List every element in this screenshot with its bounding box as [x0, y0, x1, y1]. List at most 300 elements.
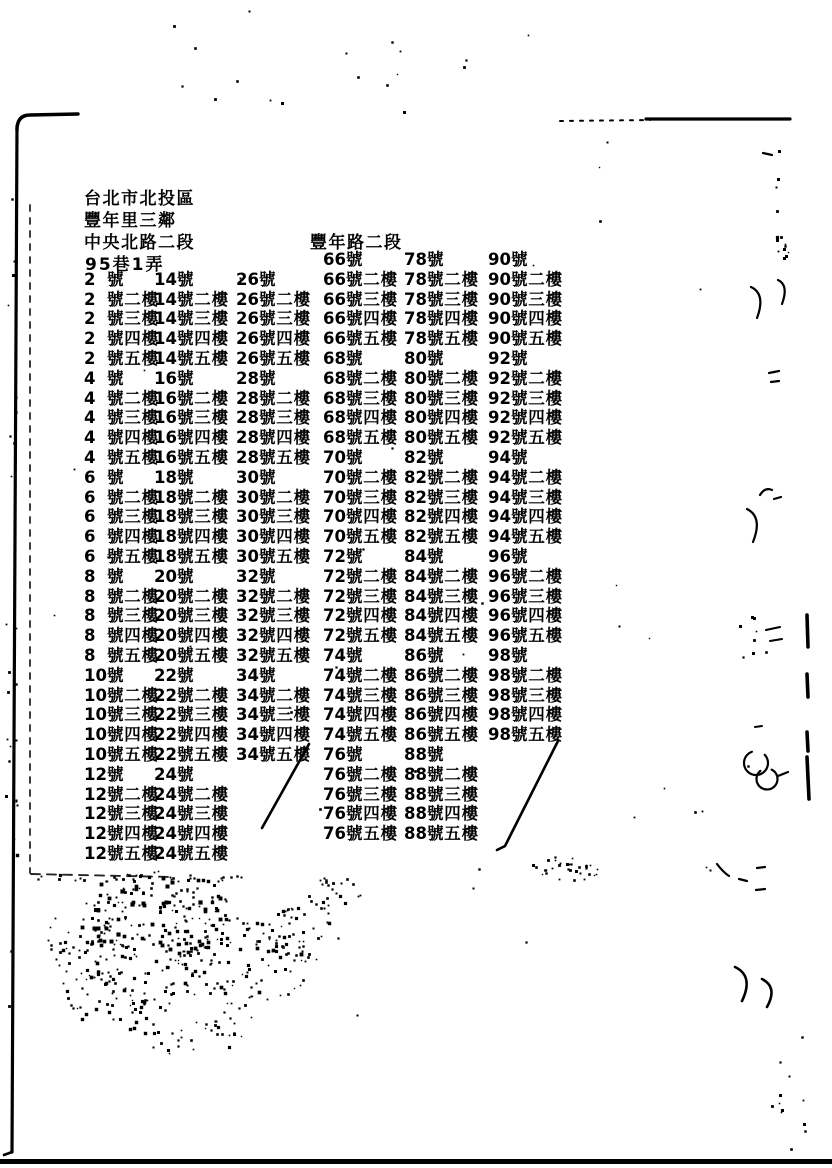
address-cell: 66號五樓 [323, 329, 398, 349]
house-number: 16 [154, 447, 177, 467]
address-cell: 92號二樓 [488, 368, 563, 388]
house-number: 22 [154, 705, 177, 725]
house-number: 8 [84, 645, 96, 665]
house-number: 30 [236, 546, 259, 566]
margin-equals [769, 371, 779, 382]
house-number: 28 [236, 368, 259, 388]
house-number: 4 [84, 388, 96, 408]
house-number: 82 [404, 447, 427, 467]
address-cell: 10號四樓 [84, 725, 159, 745]
house-number: 74 [323, 705, 346, 725]
house-number: 68 [323, 348, 346, 368]
address-column [236, 270, 311, 765]
address-cell: 82號五樓 [404, 527, 479, 547]
margin-arc-1 [751, 287, 760, 318]
house-number: 8 [84, 566, 96, 586]
house-number: 68 [323, 408, 346, 428]
address-cell: 78號三樓 [404, 289, 479, 309]
house-number: 92 [488, 368, 511, 388]
house-number: 12 [84, 843, 107, 863]
address-cell: 28號二樓 [236, 388, 311, 408]
address-cell: 10號五樓 [84, 744, 159, 764]
address-cell: 70號 [323, 447, 364, 467]
house-number: 76 [323, 764, 346, 784]
address-cell: 74號 [323, 645, 364, 665]
street-name-left: 中央北路二段 [84, 233, 195, 253]
address-column [84, 270, 159, 864]
address-cell: 2 號二樓 [84, 289, 159, 309]
address-cell: 74號二樓 [323, 665, 398, 685]
house-number: 12 [84, 764, 107, 784]
house-number: 94 [488, 447, 511, 467]
house-number: 80 [404, 348, 427, 368]
house-number: 84 [404, 626, 427, 646]
address-cell: 70號二樓 [323, 467, 398, 487]
house-number: 92 [488, 428, 511, 448]
house-number: 14 [154, 348, 177, 368]
address-cell: 8 號三樓 [84, 606, 159, 626]
margin-arc-2 [778, 280, 785, 304]
address-cell: 18號二樓 [154, 487, 229, 507]
address-cell: 90號四樓 [488, 309, 563, 329]
address-cell: 2 號四樓 [84, 329, 159, 349]
address-cell: 68號五樓 [323, 428, 398, 448]
address-cell: 92號三樓 [488, 388, 563, 408]
address-cell: 72號二樓 [323, 566, 398, 586]
address-cell: 24號五樓 [154, 843, 229, 863]
page-edge-bottom-dashes [31, 874, 172, 877]
house-number: 34 [236, 665, 259, 685]
address-cell: 90號五樓 [488, 329, 563, 349]
address-cell: 98號 [488, 645, 529, 665]
scan-streak-top-right-dots [560, 120, 650, 121]
address-cell: 84號五樓 [404, 626, 479, 646]
house-number: 8 [84, 606, 96, 626]
address-cell: 78號四樓 [404, 309, 479, 329]
house-number: 24 [154, 824, 177, 844]
house-number: 10 [84, 685, 107, 705]
address-cell: 10號三樓 [84, 705, 159, 725]
address-cell: 92號五樓 [488, 428, 563, 448]
margin-dash-b [755, 726, 762, 727]
address-cell: 94號五樓 [488, 527, 563, 547]
address-cell: 80號五樓 [404, 428, 479, 448]
address-cell: 88號 [404, 744, 445, 764]
address-cell: 92號 [488, 348, 529, 368]
house-number: 94 [488, 487, 511, 507]
address-cell: 94號四樓 [488, 507, 563, 527]
address-cell: 90號二樓 [488, 269, 563, 289]
house-number: 76 [323, 804, 346, 824]
address-cell: 72號四樓 [323, 606, 398, 626]
house-number: 24 [154, 784, 177, 804]
address-cell: 30號三樓 [236, 507, 311, 527]
house-number: 24 [154, 764, 177, 784]
address-cell: 8 號二樓 [84, 586, 159, 606]
address-cell: 34號五樓 [236, 744, 311, 764]
house-number: 80 [404, 428, 427, 448]
address-cell: 66號 [323, 250, 364, 269]
house-number: 12 [84, 784, 107, 804]
address-cell: 26號三樓 [236, 309, 311, 329]
house-number: 26 [236, 309, 259, 329]
house-number: 76 [323, 784, 346, 804]
address-cell: 76號五樓 [323, 824, 398, 844]
address-cell: 20號 [154, 566, 195, 586]
address-cell: 20號二樓 [154, 586, 229, 606]
address-cell: 90號 [488, 250, 529, 269]
house-number: 96 [488, 586, 511, 606]
house-number: 18 [154, 546, 177, 566]
house-number: 80 [404, 408, 427, 428]
address-cell: 66號四樓 [323, 309, 398, 329]
address-cell: 66號三樓 [323, 289, 398, 309]
house-number: 76 [323, 824, 346, 844]
house-number: 72 [323, 606, 346, 626]
house-number: 96 [488, 606, 511, 626]
address-cell: 22號四樓 [154, 725, 229, 745]
scan-border-left-line [12, 126, 17, 1152]
corner-squiggle-br [717, 864, 765, 890]
scan-bar-bottom [0, 1159, 832, 1164]
address-cell: 84號二樓 [404, 566, 479, 586]
house-number: 4 [84, 428, 96, 448]
address-cell: 82號三樓 [404, 487, 479, 507]
house-number: 16 [154, 408, 177, 428]
address-cell: 84號四樓 [404, 606, 479, 626]
address-cell: 84號 [404, 546, 445, 566]
house-number: 2 [84, 309, 96, 329]
margin-arc-3 [747, 509, 757, 542]
house-number: 98 [488, 665, 511, 685]
house-number: 22 [154, 685, 177, 705]
house-number: 84 [404, 606, 427, 626]
address-cell: 74號四樓 [323, 705, 398, 725]
address-column [488, 250, 563, 745]
scan-border-left [17, 114, 78, 130]
house-number: 98 [488, 685, 511, 705]
house-number: 18 [154, 487, 177, 507]
house-number: 6 [84, 546, 96, 566]
house-number: 10 [84, 705, 107, 725]
house-number: 4 [84, 447, 96, 467]
house-number: 14 [154, 289, 177, 309]
address-cell: 96號四樓 [488, 606, 563, 626]
house-number: 28 [236, 447, 259, 467]
address-cell: 86號 [404, 645, 445, 665]
house-number: 98 [488, 725, 511, 745]
address-cell: 34號三樓 [236, 705, 311, 725]
house-number: 78 [404, 309, 427, 329]
house-number: 26 [236, 329, 259, 349]
address-cell: 6 號四樓 [84, 527, 159, 547]
address-cell: 26號五樓 [236, 348, 311, 368]
house-number: 96 [488, 626, 511, 646]
house-number: 2 [84, 289, 96, 309]
house-number: 70 [323, 467, 346, 487]
house-number: 90 [488, 289, 511, 309]
house-number: 32 [236, 606, 259, 626]
address-cell: 26號二樓 [236, 289, 311, 309]
address-cell: 18號 [154, 467, 195, 487]
pen-slash-right [497, 741, 558, 850]
address-cell: 68號二樓 [323, 368, 398, 388]
house-number: 10 [84, 725, 107, 745]
address-cell: 82號 [404, 447, 445, 467]
address-cell: 4 號三樓 [84, 408, 159, 428]
address-cell: 20號五樓 [154, 645, 229, 665]
house-number: 84 [404, 586, 427, 606]
house-number: 28 [236, 408, 259, 428]
address-cell: 72號三樓 [323, 586, 398, 606]
address-cell: 20號三樓 [154, 606, 229, 626]
address-cell: 34號二樓 [236, 685, 311, 705]
house-number: 22 [154, 744, 177, 764]
house-number: 78 [404, 269, 427, 289]
address-cell: 2 號三樓 [84, 309, 159, 329]
address-cell: 28號三樓 [236, 408, 311, 428]
house-number: 2 [84, 329, 96, 349]
margin-dash-a [763, 153, 772, 155]
address-cell: 82號二樓 [404, 467, 479, 487]
house-number: 86 [404, 665, 427, 685]
address-cell: 88號四樓 [404, 804, 479, 824]
house-number: 32 [236, 626, 259, 646]
address-cell: 90號三樓 [488, 289, 563, 309]
address-cell: 82號四樓 [404, 507, 479, 527]
house-number: 20 [154, 645, 177, 665]
house-number: 20 [154, 586, 177, 606]
address-cell: 10號二樓 [84, 685, 159, 705]
address-cell: 18號四樓 [154, 527, 229, 547]
address-column [323, 250, 398, 844]
address-cell: 16號 [154, 368, 195, 388]
address-cell: 78號五樓 [404, 329, 479, 349]
village-neighborhood-label: 豐年里三鄰 [84, 211, 177, 231]
house-number: 66 [323, 250, 346, 269]
address-cell: 96號二樓 [488, 566, 563, 586]
margin-squiggle [760, 489, 781, 499]
house-number: 90 [488, 269, 511, 289]
address-column [404, 250, 479, 844]
address-cell: 18號五樓 [154, 546, 229, 566]
house-number: 26 [236, 269, 259, 289]
house-number: 32 [236, 586, 259, 606]
house-number: 32 [236, 566, 259, 586]
house-number: 20 [154, 606, 177, 626]
address-cell: 6 號二樓 [84, 487, 159, 507]
address-cell: 28號四樓 [236, 428, 311, 448]
house-number: 14 [154, 269, 177, 289]
house-number: 72 [323, 566, 346, 586]
house-number: 2 [84, 269, 96, 289]
address-cell: 6 號 [84, 467, 125, 487]
house-number: 84 [404, 546, 427, 566]
house-number: 78 [404, 289, 427, 309]
house-number: 66 [323, 309, 346, 329]
house-number: 70 [323, 487, 346, 507]
address-cell: 8 號 [84, 566, 125, 586]
address-cell: 80號四樓 [404, 408, 479, 428]
address-cell: 32號 [236, 566, 277, 586]
house-number: 30 [236, 487, 259, 507]
house-number: 30 [236, 527, 259, 547]
house-number: 30 [236, 467, 259, 487]
house-number: 94 [488, 507, 511, 527]
house-number: 68 [323, 368, 346, 388]
house-number: 68 [323, 428, 346, 448]
house-number: 80 [404, 368, 427, 388]
address-cell: 98號三樓 [488, 685, 563, 705]
address-cell: 72號五樓 [323, 626, 398, 646]
address-cell: 10號 [84, 665, 125, 685]
address-cell: 32號四樓 [236, 626, 311, 646]
house-number: 76 [323, 744, 346, 764]
margin-crescent-1 [735, 967, 747, 1001]
house-number: 6 [84, 467, 96, 487]
address-cell: 34號 [236, 665, 277, 685]
house-number: 74 [323, 645, 346, 665]
house-number: 82 [404, 507, 427, 527]
house-number: 92 [488, 408, 511, 428]
address-cell: 24號 [154, 764, 195, 784]
house-number: 4 [84, 368, 96, 388]
address-cell: 12號四樓 [84, 824, 159, 844]
address-cell: 94號二樓 [488, 467, 563, 487]
house-number: 92 [488, 348, 511, 368]
address-cell: 16號三樓 [154, 408, 229, 428]
address-cell: 70號四樓 [323, 507, 398, 527]
house-number: 26 [236, 289, 259, 309]
address-cell: 30號 [236, 467, 277, 487]
house-number: 88 [404, 764, 427, 784]
lane-label: 95巷1弄 [85, 255, 165, 275]
house-number: 12 [84, 804, 107, 824]
address-cell: 22號 [154, 665, 195, 685]
house-number: 2 [84, 348, 96, 368]
address-cell: 26號 [236, 269, 277, 289]
house-number: 82 [404, 487, 427, 507]
address-cell: 24號二樓 [154, 784, 229, 804]
house-number: 18 [154, 467, 177, 487]
address-cell: 68號三樓 [323, 388, 398, 408]
address-cell: 32號三樓 [236, 606, 311, 626]
margin-crescent-2 [762, 979, 771, 1007]
address-cell: 14號五樓 [154, 348, 229, 368]
address-cell: 92號四樓 [488, 408, 563, 428]
house-number: 10 [84, 744, 107, 764]
address-cell: 12號三樓 [84, 804, 159, 824]
house-number: 90 [488, 309, 511, 329]
address-cell: 86號四樓 [404, 705, 479, 725]
address-cell: 80號 [404, 348, 445, 368]
house-number: 70 [323, 447, 346, 467]
address-cell: 24號三樓 [154, 804, 229, 824]
house-number: 34 [236, 685, 259, 705]
address-cell: 98號二樓 [488, 665, 563, 685]
address-cell: 96號三樓 [488, 586, 563, 606]
address-cell: 14號四樓 [154, 329, 229, 349]
address-cell: 74號五樓 [323, 725, 398, 745]
address-cell: 96號 [488, 546, 529, 566]
address-cell: 74號三樓 [323, 685, 398, 705]
house-number: 8 [84, 626, 96, 646]
house-number: 74 [323, 725, 346, 745]
house-number: 86 [404, 725, 427, 745]
house-number: 78 [404, 250, 427, 269]
address-cell: 72號 [323, 546, 364, 566]
house-number: 6 [84, 507, 96, 527]
address-cell: 86號二樓 [404, 665, 479, 685]
margin-loop-tick [778, 772, 788, 776]
margin-loop-2 [757, 769, 778, 790]
address-cell: 94號 [488, 447, 529, 467]
address-cell: 6 號三樓 [84, 507, 159, 527]
address-cell: 4 號五樓 [84, 447, 159, 467]
address-cell: 80號三樓 [404, 388, 479, 408]
house-number: 16 [154, 388, 177, 408]
house-number: 90 [488, 329, 511, 349]
address-cell: 28號 [236, 368, 277, 388]
address-cell: 22號二樓 [154, 685, 229, 705]
address-cell: 66號二樓 [323, 269, 398, 289]
address-cell: 76號 [323, 744, 364, 764]
house-number: 4 [84, 408, 96, 428]
address-cell: 94號三樓 [488, 487, 563, 507]
house-number: 66 [323, 289, 346, 309]
house-number: 66 [323, 329, 346, 349]
address-cell: 12號 [84, 764, 125, 784]
house-number: 34 [236, 725, 259, 745]
address-cell: 8 號五樓 [84, 645, 159, 665]
house-number: 18 [154, 527, 177, 547]
house-number: 82 [404, 467, 427, 487]
house-number: 26 [236, 348, 259, 368]
address-cell: 34號四樓 [236, 725, 311, 745]
house-number: 92 [488, 388, 511, 408]
house-number: 86 [404, 705, 427, 725]
house-number: 94 [488, 527, 511, 547]
address-cell: 98號四樓 [488, 705, 563, 725]
address-cell: 88號二樓 [404, 764, 479, 784]
address-cell: 6 號五樓 [84, 546, 159, 566]
address-cell: 16號二樓 [154, 388, 229, 408]
address-cell: 78號二樓 [404, 269, 479, 289]
house-number: 24 [154, 843, 177, 863]
address-cell: 30號二樓 [236, 487, 311, 507]
house-number: 34 [236, 705, 259, 725]
address-cell: 26號四樓 [236, 329, 311, 349]
house-number: 88 [404, 784, 427, 804]
address-cell: 20號四樓 [154, 626, 229, 646]
house-number: 20 [154, 566, 177, 586]
house-number: 80 [404, 388, 427, 408]
address-cell: 14號三樓 [154, 309, 229, 329]
address-cell: 76號四樓 [323, 804, 398, 824]
house-number: 24 [154, 804, 177, 824]
house-number: 98 [488, 705, 511, 725]
address-cell: 8 號四樓 [84, 626, 159, 646]
house-number: 84 [404, 566, 427, 586]
house-number: 94 [488, 467, 511, 487]
house-number: 6 [84, 487, 96, 507]
house-number: 28 [236, 428, 259, 448]
right-edge-broken-line [807, 615, 809, 799]
address-cell: 88號五樓 [404, 824, 479, 844]
house-number: 88 [404, 824, 427, 844]
address-cell: 14號二樓 [154, 289, 229, 309]
address-cell: 14號 [154, 269, 195, 289]
